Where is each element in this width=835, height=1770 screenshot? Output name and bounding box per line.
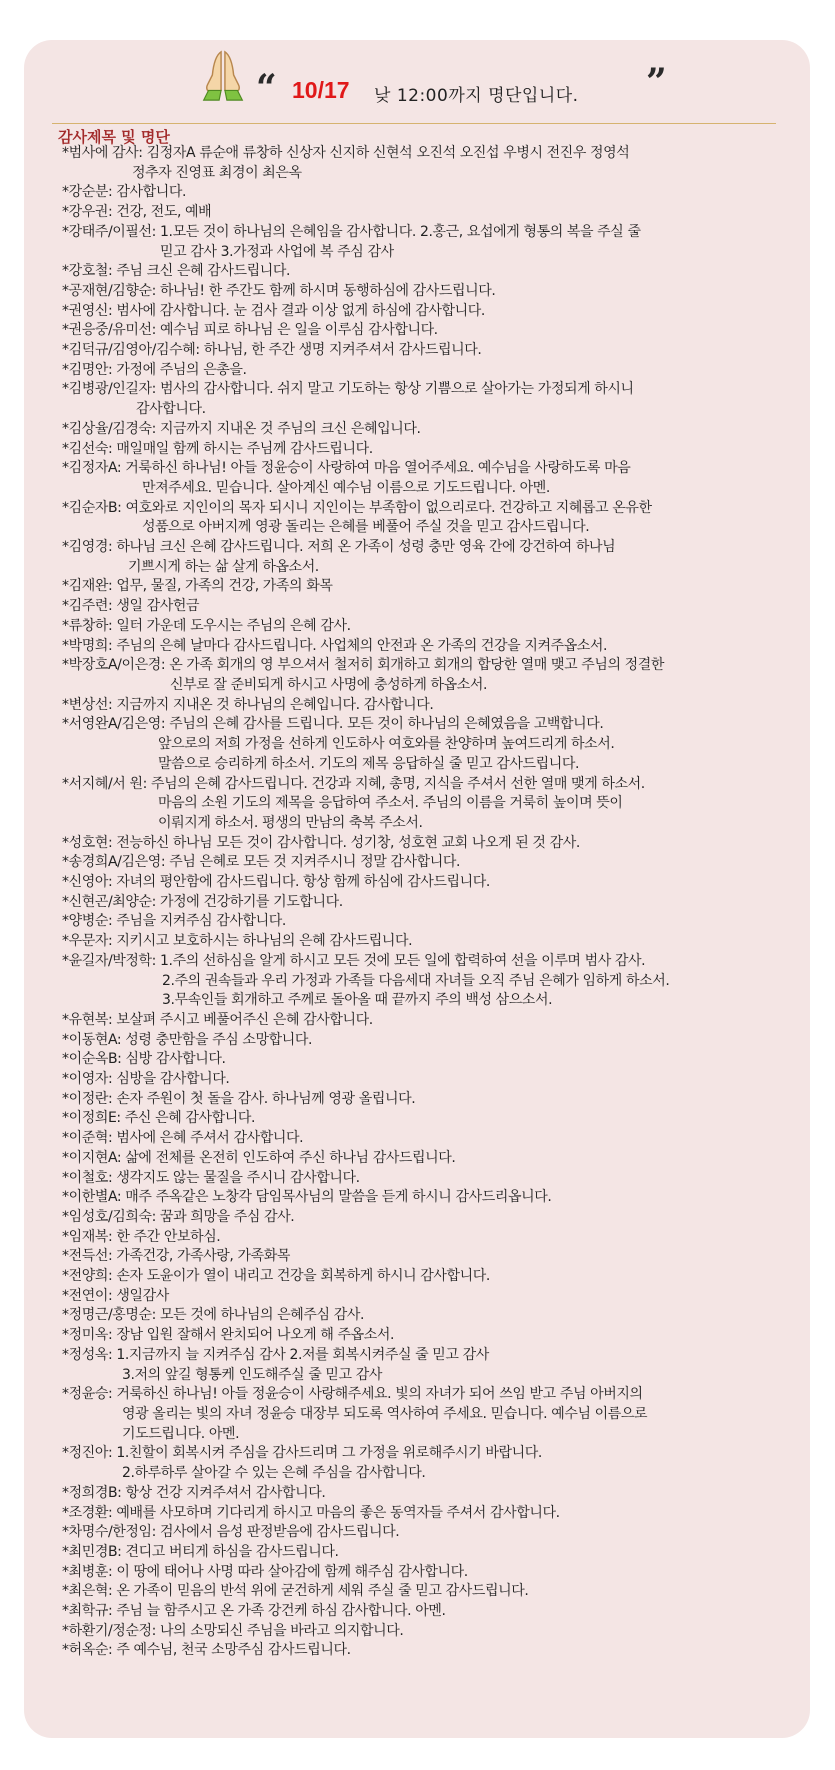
prayer-entry [62,952,802,1011]
entry-name: *서지혜/서 원: [62,775,151,792]
entry-text: 범사에 감사합니다. 눈 검사 결과 이상 없게 하심에 감사합니다. [116,302,485,319]
entry-line [62,775,802,795]
prayer-entry [62,873,802,893]
entry-text: 거룩하신 하나님! 아들 정윤승이 사랑해주세요. 빛의 자녀가 되어 쓰임 받고 주님 아버지의 [116,1386,643,1403]
entry-line [62,1109,802,1129]
entry-name: *변상선: [62,696,117,713]
prayer-entry [62,499,802,538]
entry-continuation-line: 영광 올리는 빛의 자녀 정윤승 대장부 되도록 역사하여 주세요. 믿습니다. 예수님 이름으로 [122,1406,648,1422]
entry-name: *김순자B: [62,499,126,516]
entry-line [62,1385,802,1405]
prayer-entry [62,656,802,695]
entry-name: *우문자: [62,933,117,950]
entry-line [62,873,802,893]
prayer-entry [62,203,802,223]
entry-continuation-line: 정추자 진영표 최경이 최은옥 [132,164,302,181]
prayer-entry [62,912,802,932]
prayer-entry [62,597,802,617]
prayer-entry [62,1543,802,1563]
entry-line [62,617,802,637]
entry-name: *송경희A/김은영: [62,854,170,871]
entry-text: 보살펴 주시고 베풀어주신 은혜 감사합니다. [116,1011,373,1028]
prayer-entry [62,420,802,440]
entry-continuation-line: 성품으로 아버지께 영광 돌리는 은혜를 베풀어 주실 것을 믿고 감사드립니다. [142,519,590,536]
entry-line [62,361,802,381]
prayer-entry [62,1070,802,1090]
prayer-entry [62,1050,802,1070]
prayer-entry [62,696,802,716]
close-quote: ” [646,61,667,103]
entry-continuation-line: 앞으로의 저희 가정을 선하게 인도하사 여호와를 찬양하며 높여드리게 하소서. [158,736,615,753]
prayer-entry [62,715,802,774]
entry-text: 1.주의 선하심을 알게 하시고 모든 것에 모든 일에 합력하여 선을 이루며 범사 감사. [160,952,646,969]
entry-line [62,932,802,952]
entry-line [62,321,802,341]
entry-line [62,1563,802,1583]
entry-name: *이정란: [62,1090,117,1107]
prayer-entry [62,1129,802,1149]
entry-text: 주님을 지켜주심 감사합니다. [116,913,286,930]
entry-continuation-line: 기도드립니다. 아멘. [122,1425,240,1442]
praying-hands-icon [194,46,252,104]
entry-text: 온 가족이 믿음의 반석 위에 굳건하게 세워 주실 줄 믿고 감사드립니다. [116,1583,529,1600]
entry-line [62,853,802,873]
entry-text: 삶에 전체를 온전히 인도하여 주신 하나님 감사드립니다. [125,1149,456,1166]
header [24,40,810,118]
entry-name: *유현복: [62,1011,117,1028]
prayer-entry [62,637,802,657]
prayer-entry [62,183,802,203]
prayer-entry [62,932,802,952]
prayer-entry [62,1504,802,1524]
entry-name: *윤길자/박정학: [62,952,161,969]
entry-name: *신현곤/최양순: [62,893,161,910]
entry-text: 매주 주옥같은 노창각 담임목사님의 말씀을 듣게 하시니 감사드리옵니다. [125,1189,552,1206]
entry-line [62,302,802,322]
entry-line [62,1228,802,1248]
entry-continuation-line: 2.주의 권속들과 우리 가정과 가족들 다음세대 자녀들 오직 주님 은혜가 임하게 하소서. [162,972,670,989]
entry-line [62,1129,802,1149]
entry-text: 가정에 건강하기를 기도합니다. [160,893,343,910]
entry-name: *강순분: [62,184,117,201]
prayer-list-card [24,40,810,1738]
entry-text: 범사의 감사합니다. 쉬지 말고 기도하는 항상 기쁨으로 살아가는 가정되게 하시니 [160,381,634,398]
entry-text: 하나님! 한 주간도 함께 하시며 동행하심에 감사드립니다. [160,282,496,299]
entry-text: 하나님, 한 주간 생명 지켜주셔서 감사드립니다. [203,342,482,359]
entry-name: *김선숙: [62,440,117,457]
entry-text: 꿈과 희망을 주심 감사. [160,1208,295,1225]
prayer-entry [62,1523,802,1543]
entry-continuation-line: 마음의 소원 기도의 제목을 응답하여 주소서. 주님의 이름을 거룩히 높이며 뜻이 [158,795,623,812]
entry-name: *이영자: [62,1071,117,1088]
entry-line [62,183,802,203]
prayer-entry [62,893,802,913]
prayer-entry [62,1090,802,1110]
entry-name: *차명수/한정임: [62,1524,161,1541]
entry-name: *전득선: [62,1248,117,1265]
entry-text: 1.지금까지 늘 지켜주심 감사 2.저를 회복시켜주실 줄 믿고 감사 [116,1346,489,1363]
entry-name: *이지현A: [62,1149,126,1166]
prayer-entry [62,380,802,419]
prayer-entry [62,1346,802,1385]
entry-name: *이동현A: [62,1031,126,1048]
entry-line [62,1169,802,1189]
entry-line [62,1326,802,1346]
entry-name: *김덕규/김영아/김수혜: [62,342,204,359]
entry-line [62,715,802,735]
entry-continuation-line: 3.저의 앞길 형통케 인도해주실 줄 믿고 감사 [122,1366,382,1383]
entry-line [62,1050,802,1070]
entry-text: 가정에 주님의 은총을. [116,361,247,378]
header-divider [52,123,776,124]
entry-text: 생일 감사헌금 [116,598,200,615]
entry-name: *정성옥: [62,1346,117,1363]
prayer-entry [62,1622,802,1642]
entry-line [62,459,802,479]
prayer-entry [62,1484,802,1504]
entry-line [62,577,802,597]
entry-text: 지키시고 보호하시는 하나님의 은혜 감사드립니다. [116,933,413,950]
entry-text: 범사에 은혜 주셔서 감사합니다. [116,1130,304,1147]
entry-text: 거룩하신 하나님! 아들 정윤승이 사랑하여 마음 열어주세요. 예수님을 사랑하도록 마음 [125,460,631,477]
entry-name: *권응중/유미선: [62,322,161,339]
prayer-entry [62,1208,802,1228]
entry-line [62,1208,802,1228]
open-quote: “ [256,67,277,109]
entry-continuation-line: 이뤄지게 하소서. 평생의 만남의 축복 주소서. [158,814,423,831]
entry-name: *이준혁: [62,1130,117,1147]
entry-text: 자녀의 평안함에 감사드립니다. 항상 함께 하심에 감사드립니다. [116,874,490,891]
entry-text: 검사에서 음성 판정받음에 감사드립니다. [160,1524,400,1541]
entry-continuation-line: 신부로 잘 준비되게 하시고 사명에 충성하게 하옵소서. [170,676,488,693]
entry-continuation-line: 믿고 감사 3.가정과 사업에 복 주심 감사 [160,243,394,260]
entry-name: *박명희: [62,637,117,654]
entry-name: *이정희E: [62,1110,125,1127]
entry-line [62,1602,802,1622]
entry-line [62,420,802,440]
entry-name: *김상율/김경숙: [62,420,161,437]
prayer-entry [62,1228,802,1248]
entry-name: *권영신: [62,302,117,319]
entry-text: 건강, 전도, 예배 [116,204,212,221]
entry-name: *조경환: [62,1504,117,1521]
entry-text: 주신 은혜 감사합니다. [124,1110,256,1127]
entry-name: *박장호A/이은경: [62,657,170,674]
prayer-entry [62,1563,802,1583]
entry-line [62,1641,802,1661]
prayer-entry [62,775,802,834]
entry-line [62,637,802,657]
entry-name: *정명근/홍명순: [62,1307,161,1324]
entry-line [62,1011,802,1031]
entry-name: *김주련: [62,598,117,615]
entry-text: 가족건강, 가족사랑, 가족화목 [116,1248,291,1265]
entry-name: *양병순: [62,913,117,930]
prayer-entry [62,321,802,341]
entry-name: *하환기/정순정: [62,1622,161,1639]
prayer-entry [62,459,802,498]
entry-name: *임재복: [62,1228,117,1245]
entry-line [62,1622,802,1642]
entry-name: *최학규: [62,1603,117,1620]
entry-name: *허옥순: [62,1642,117,1659]
entry-continuation-line: 만져주세요. 믿습니다. 살아계신 예수님 이름으로 기도드립니다. 아멘. [142,479,550,496]
entry-name: *정희경B: [62,1484,126,1501]
entry-line [62,1267,802,1287]
entry-name: *범사에 감사: [62,145,147,161]
prayer-entry [62,834,802,854]
entry-line [62,1031,802,1051]
entry-line [62,499,802,519]
entry-line [62,952,802,972]
entry-line [62,1346,802,1366]
entry-name: *김명안: [62,361,117,378]
entry-line [62,597,802,617]
prayer-entry [62,1582,802,1602]
prayer-entry [62,1287,802,1307]
prayer-entries-list [62,144,802,1661]
entry-name: *강호철: [62,263,117,280]
prayer-entry [62,1149,802,1169]
prayer-entry [62,144,802,183]
prayer-entry [62,361,802,381]
entry-line [62,1247,802,1267]
prayer-entry [62,1011,802,1031]
entry-line [62,144,802,164]
entry-line [62,1444,802,1464]
entry-name: *강태주/이필선: [62,223,161,240]
entry-text: 예배를 사모하며 기다리게 하시고 마음의 좋은 동역자들 주셔서 감사합니다. [116,1504,560,1521]
prayer-entry [62,1247,802,1267]
prayer-entry [62,1267,802,1287]
entry-name: *류창하: [62,617,117,634]
entry-line [62,1149,802,1169]
entry-line [62,1543,802,1563]
entry-line [62,282,802,302]
entry-name: *김영경: [62,539,117,556]
entry-name: *서영완A/김은영: [62,716,170,733]
entry-text: 주님 크신 은혜 감사드립니다. [116,263,291,280]
entry-line [62,1523,802,1543]
entry-line [62,341,802,361]
entry-name: *이철호: [62,1169,117,1186]
prayer-entry [62,1444,802,1483]
entry-line [62,1188,802,1208]
prayer-entry [62,1109,802,1129]
entry-text: 한 주간 안보하심. [116,1228,221,1245]
entry-line [62,538,802,558]
entry-name: *전연이: [62,1287,117,1304]
prayer-entry [62,1385,802,1444]
entry-name: *신영아: [62,874,117,891]
entry-continuation-line: 2.하루하루 살아갈 수 있는 은혜 주심을 감사합니다. [122,1465,426,1482]
prayer-entry [62,1031,802,1051]
prayer-entry [62,577,802,597]
section-title: 감사제목 및 명단 [58,128,170,146]
entry-name: *최병훈: [62,1563,117,1580]
entry-line [62,440,802,460]
prayer-entry [62,223,802,262]
entry-text: 주님의 은혜 감사를 드립니다. 모든 것이 하나님의 은혜였음을 고백합니다. [169,716,604,733]
deadline-text: 낮 12:00까지 명단입니다. [374,86,579,106]
entry-line [62,696,802,716]
entry-name: *정윤승: [62,1386,117,1403]
entry-text: 주 예수님, 천국 소망주심 감사드립니다. [116,1642,351,1659]
prayer-entry [62,1326,802,1346]
entry-line [62,1090,802,1110]
prayer-entry [62,282,802,302]
prayer-entry [62,1641,802,1661]
entry-text: 생일감사 [116,1287,169,1304]
entry-line [62,223,802,243]
entry-name: *임성호/김희숙: [62,1208,161,1225]
entry-text: 주님 은혜로 모든 것 지켜주시니 정말 감사합니다. [169,854,461,871]
entry-text: 장남 입원 잘해서 완치되어 나오게 해 주옵소서. [116,1327,395,1344]
entry-line [62,893,802,913]
entry-name: *최민경B: [62,1543,126,1560]
prayer-entry [62,1188,802,1208]
entry-continuation-line: 감사합니다. [136,401,206,418]
entry-line [62,203,802,223]
entry-text: 주님의 은혜 날마다 감사드립니다. 사업체의 안전과 온 가족의 건강을 지켜주옵소서. [116,637,608,654]
entry-name: *이한별A: [62,1189,126,1206]
prayer-entry [62,262,802,282]
entry-text: 심방을 감사합니다. [116,1071,230,1088]
entry-text: 이 땅에 태어나 사명 따라 살아감에 함께 해주심 감사합니다. [116,1563,468,1580]
entry-name: *정미옥: [62,1327,117,1344]
deadline-date: 10/17 [292,77,350,103]
entry-text: 손자 주원이 첫 돌을 감사. 하나님께 영광 올립니다. [116,1090,416,1107]
entry-line [62,656,802,676]
entry-text: 매일매일 함께 하시는 주님께 감사드립니다. [116,440,373,457]
entry-text: 감사합니다. [116,184,187,201]
entry-name: *공재현/김향순: [62,282,161,299]
entry-text: 주님 늘 함주시고 온 가족 강건케 하심 감사합니다. 아멘. [116,1603,446,1620]
prayer-entry [62,1169,802,1189]
entry-text: 1.친할이 회복시켜 주심을 감사드리며 그 가정을 위로해주시기 바랍니다. [116,1445,542,1462]
entry-name: *김병광/인길자: [62,381,161,398]
entry-text: 업무, 물질, 가족의 건강, 가족의 화목 [116,578,333,595]
entry-name: *전양희: [62,1268,117,1285]
entry-text: 예수님 피로 하나님 은 일을 이루심 감사합니다. [160,322,438,339]
entry-continuation-line: 3.무속인들 회개하고 주께로 돌아올 때 끝까지 주의 백성 삼으소서. [162,992,553,1009]
entry-continuation-line: 기쁘시게 하는 삶 살게 하옵소서. [128,558,319,575]
entry-text: 나의 소망되신 주님을 바라고 의지합니다. [160,1622,404,1639]
entry-text: 지금까지 지내온 것 하나님의 은혜입니다. 감사합니다. [116,696,434,713]
entry-name: *이순옥B: [62,1051,126,1068]
entry-text: 주님의 은혜 감사드립니다. 건강과 지혜, 총명, 지식을 주셔서 선한 열매 맺게 하소서. [150,775,645,792]
entry-name: *최은혁: [62,1583,117,1600]
entry-name: *정진아: [62,1445,117,1462]
entry-text: 온 가족 회개의 영 부으셔서 철저히 회개하고 회개의 합당한 열매 맺고 주님의 정결한 [169,657,665,674]
entry-line [62,380,802,400]
prayer-entry [62,1602,802,1622]
entry-text: 생각지도 않는 물질을 주시니 감사합니다. [116,1169,360,1186]
entry-text: 김정자A 류순애 류창하 신상자 신지하 신현석 오진석 오진섭 우병시 전진우 정영석 [146,145,630,161]
entry-name: *김재완: [62,578,117,595]
entry-text: 성령 충만함을 주심 소망합니다. [125,1031,313,1048]
prayer-entry [62,440,802,460]
entry-name: *김정자A: [62,460,126,477]
entry-text: 견디고 버티게 하심을 감사드립니다. [125,1543,339,1560]
entry-text: 지금까지 지내온 것 주님의 크신 은혜입니다. [160,420,421,437]
prayer-entry [62,302,802,322]
entry-text: 모든 것에 하나님의 은혜주심 감사. [160,1307,365,1324]
entry-text: 1.모든 것이 하나님의 은혜임을 감사합니다. 2.홍근, 요섭에게 형통의 복을 주실 줄 [160,223,641,240]
entry-name: *성호현: [62,834,117,851]
entry-line [62,262,802,282]
entry-text: 손자 도윤이가 열이 내리고 건강을 회복하게 하시니 감사합니다. [116,1268,490,1285]
entry-text: 여호와로 지인이의 목자 되시니 지인이는 부족함이 없으리로다. 건강하고 지혜롭고 온유한 [125,499,652,516]
prayer-entry [62,853,802,873]
entry-line [62,1504,802,1524]
entry-line [62,1287,802,1307]
entry-line [62,1070,802,1090]
entry-line [62,1582,802,1602]
entry-line [62,834,802,854]
entry-text: 항상 건강 지켜주셔서 감사합니다. [125,1484,326,1501]
prayer-entry [62,617,802,637]
prayer-entry [62,1306,802,1326]
entry-line [62,912,802,932]
entry-continuation-line: 말씀으로 승리하게 하소서. 기도의 제목 응답하실 줄 믿고 감사드립니다. [158,755,580,772]
entry-line [62,1484,802,1504]
prayer-entry [62,341,802,361]
entry-text: 심방 감사합니다. [125,1051,226,1068]
entry-line [62,1306,802,1326]
entry-text: 일터 가운데 도우시는 주님의 은혜 감사. [116,617,351,634]
entry-text: 하나님 크신 은혜 감사드립니다. 저희 온 가족이 성령 충만 영육 간에 강건하여 하나님 [116,539,616,556]
entry-text: 전능하신 하나님 모든 것이 감사합니다. 성기창, 성호현 교회 나오게 된 것 감사. [116,834,580,851]
entry-name: *강우권: [62,204,117,221]
prayer-entry [62,538,802,577]
